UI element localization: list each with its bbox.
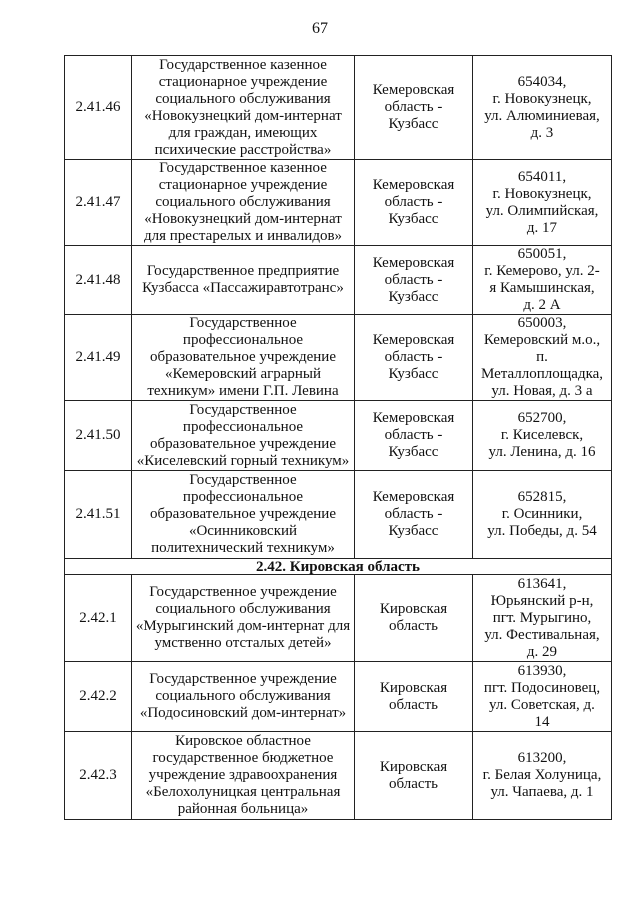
organization-name: Государственное казенное стационарное учреждение социального обслуживания «Новокузнецкий дом-интернат для граждан, имеющих психические расстройства» (132, 56, 355, 160)
organization-name: Государственное предприятие Кузбасса «Пассажиравтотранс» (132, 246, 355, 315)
entry-number: 2.42.3 (65, 732, 132, 820)
table-row (65, 471, 612, 559)
region: Кемеровская область - Кузбасс (355, 56, 473, 160)
organization-name: Государственное профессиональное образовательное учреждение «Осинниковский политехнический техникум» (132, 471, 355, 559)
region: Кировская область (355, 732, 473, 820)
entry-number: 2.41.50 (65, 401, 132, 471)
organization-name: Кировское областное государственное бюджетное учреждение здравоохранения «Белохолуницкая центральная районная больница» (132, 732, 355, 820)
table-row (65, 246, 612, 315)
registry-table (64, 55, 612, 820)
address: 654034, г. Новокузнецк, ул. Алюминиевая, д. 3 (473, 56, 612, 160)
organization-name: Государственное учреждение социального обслуживания «Подосиновский дом-интернат» (132, 662, 355, 732)
entry-number: 2.41.46 (65, 56, 132, 160)
organization-name: Государственное казенное стационарное учреждение социального обслуживания «Новокузнецкий дом-интернат для престарелых и инвалидов» (132, 160, 355, 246)
section-header-row (65, 559, 612, 575)
table-row (65, 662, 612, 732)
region: Кировская область (355, 662, 473, 732)
table-row (65, 401, 612, 471)
region: Кемеровская область - Кузбасс (355, 401, 473, 471)
section-title-text: 2.42. Кировская область (256, 558, 420, 575)
address: 650051, г. Кемерово, ул. 2- я Камышинская, д. 2 А (473, 246, 612, 315)
entry-number: 2.42.1 (65, 575, 132, 662)
section-title (65, 559, 612, 575)
page-number: 67 (312, 20, 328, 37)
address: 613930, пгт. Подосиновец, ул. Советская, д. 14 (473, 662, 612, 732)
entry-number: 2.41.49 (65, 315, 132, 401)
table-row (65, 56, 612, 160)
region: Кемеровская область - Кузбасс (355, 471, 473, 559)
address: 652815, г. Осинники, ул. Победы, д. 54 (473, 471, 612, 559)
region: Кемеровская область - Кузбасс (355, 315, 473, 401)
region: Кемеровская область - Кузбасс (355, 160, 473, 246)
table-row (65, 732, 612, 820)
organization-name: Государственное профессиональное образовательное учреждение «Кемеровский аграрный техникум» имени Г.П. Левина (132, 315, 355, 401)
address: 654011, г. Новокузнецк, ул. Олимпийская, д. 17 (473, 160, 612, 246)
address: 613641, Юрьянский р-н, пгт. Мурыгино, ул. Фестивальная, д. 29 (473, 575, 612, 662)
entry-number: 2.41.47 (65, 160, 132, 246)
entry-number: 2.42.2 (65, 662, 132, 732)
region: Кемеровская область - Кузбасс (355, 246, 473, 315)
region: Кировская область (355, 575, 473, 662)
organization-name: Государственное учреждение социального обслуживания «Мурыгинский дом-интернат для умственно отсталых детей» (132, 575, 355, 662)
table-row (65, 575, 612, 662)
entry-number: 2.41.48 (65, 246, 132, 315)
address: 652700, г. Киселевск, ул. Ленина, д. 16 (473, 401, 612, 471)
address: 613200, г. Белая Холуница, ул. Чапаева, д. 1 (473, 732, 612, 820)
entry-number: 2.41.51 (65, 471, 132, 559)
table-row (65, 315, 612, 401)
table-row (65, 160, 612, 246)
address: 650003, Кемеровский м.о., п. Металлоплощадка, ул. Новая, д. 3 а (473, 315, 612, 401)
organization-name: Государственное профессиональное образовательное учреждение «Киселевский горный техникум» (132, 401, 355, 471)
